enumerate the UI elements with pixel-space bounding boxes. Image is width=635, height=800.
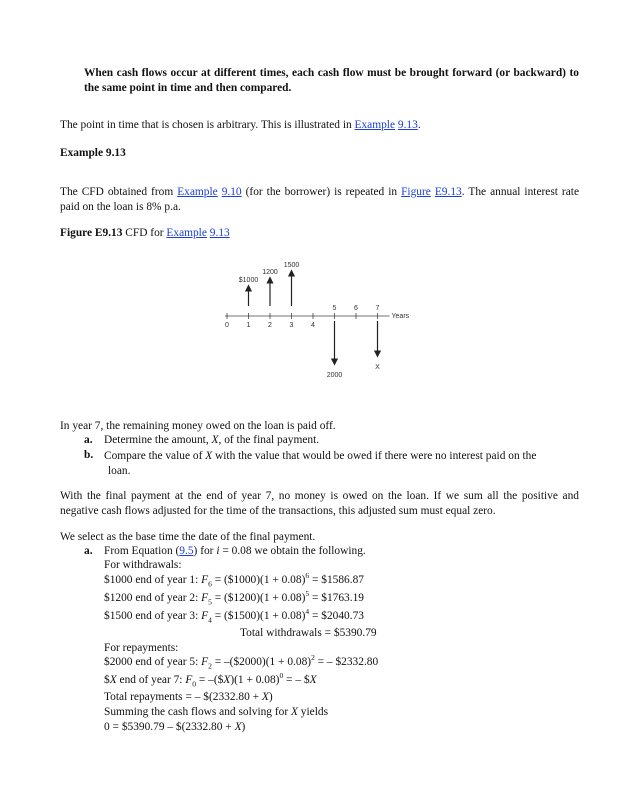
- cfd-year-label-1: 1: [246, 322, 251, 329]
- repayment-year7: $X end of year 7: $F_0$ = –($X)(1 + 0.08)$^0$ = – $X: [104, 671, 317, 689]
- cfd-year-label-6: 6: [354, 305, 358, 312]
- withdrawal-year1: $1000 end of year 1: $F_6$ = ($1000)(1 + 0.08)$^6$ = $1586.87: [104, 571, 364, 589]
- caption-example-number-link[interactable]: 9.13: [209, 227, 230, 239]
- example-9-10-link[interactable]: Example: [177, 186, 218, 198]
- adjusted-sum-paragraph: With the final payment at the end of year 7, no money is owed on the loan. If we sum all the positive and negative cash flows adjusted for the time of the transactions, this adjusted sum must equal zero.: [60, 490, 579, 517]
- example-heading: Example 9.13: [60, 147, 126, 159]
- year7-text: In year 7, the remaining money owed on the loan is paid off.: [60, 420, 336, 432]
- figure-e9-13-link[interactable]: E9.13: [434, 186, 462, 198]
- cfd-outflow-label-year5: 2000: [326, 372, 343, 379]
- base-time-paragraph: We select as the base time the date of the final payment.: [60, 531, 316, 543]
- withdrawals-label: For withdrawals:: [104, 559, 182, 571]
- list-item-a: a.: [84, 434, 93, 446]
- cfd-year-label-4: 4: [311, 322, 315, 329]
- cfd-year-label-3: 3: [289, 322, 294, 329]
- cfd-year-label-5: 5: [332, 305, 337, 312]
- example-9-10-number-link[interactable]: 9.10: [221, 186, 242, 198]
- figure-link[interactable]: Figure: [401, 186, 431, 198]
- list-item-b: b.: [84, 449, 94, 461]
- figure-caption: Figure E9.13 CFD for Example 9.13: [60, 227, 230, 239]
- solution-from-equation: From Equation (9.5) for i = 0.08 we obtain the following.: [104, 545, 366, 557]
- cfd-year-label-7: 7: [375, 305, 380, 312]
- withdrawal-year2: $1200 end of year 2: $F_5$ = ($1200)(1 + 0.08)$^5$ = $1763.19: [104, 589, 364, 607]
- withdrawal-year3: $1500 end of year 3: $F_4$ = ($1500)(1 + 0.08)$^4$ = $2040.73: [104, 607, 364, 625]
- cfd-year-label-0: 0: [225, 322, 229, 329]
- list-item-a-text: Determine the amount, X, of the final payment.: [104, 434, 320, 446]
- summing-text: Summing the cash flows and solving for X yields: [104, 706, 329, 718]
- repayments-label: For repayments:: [104, 642, 179, 654]
- repayment-year5: $2000 end of year 5: $F_2$ = –($2000)(1 + 0.08)$^2$ = – $2332.80: [104, 653, 379, 671]
- example-9-13-number-link[interactable]: 9.13: [397, 119, 418, 131]
- example-9-13-link[interactable]: Example: [354, 119, 396, 131]
- intro-paragraph: The point in time that is chosen is arbitrary. This is illustrated in Example 9.13.: [60, 119, 421, 131]
- cfd-paragraph: The CFD obtained from Example 9.10 (for the borrower) is repeated in Figure E9.13. The annual interest rate paid on the loan is 8% p.a.: [60, 186, 580, 213]
- cfd-inflow-label-year2: 1200: [262, 269, 278, 276]
- total-repayments: Total repayments = – $(2332.80 + X): [104, 691, 273, 703]
- cfd-year-label-2: 2: [268, 322, 272, 329]
- total-withdrawals: Total withdrawals = $5390.79: [240, 627, 377, 639]
- list-item-b-text: Compare the value of X with the value that would be owed if there were no interest paid on the loan.: [104, 450, 537, 477]
- equation-9-5-link[interactable]: 9.5: [179, 545, 194, 557]
- cfd-outflow-label-year7: X: [375, 364, 380, 371]
- intro-bold-paragraph: When cash flows occur at different times, each cash flow must be brought forward (or backward) to the same point in time and then compared.: [84, 67, 579, 94]
- solution-marker: a.: [84, 545, 93, 557]
- cfd-axis-label: Years: [391, 313, 410, 320]
- caption-example-link[interactable]: Example: [166, 227, 207, 239]
- final-equation: 0 = $5390.79 – $(2332.80 + X): [104, 721, 246, 733]
- cash-flow-diagram: [215, 258, 425, 386]
- cfd-inflow-label-year3: 1500: [283, 262, 300, 269]
- cfd-inflow-label-year1: $1000: [238, 277, 259, 284]
